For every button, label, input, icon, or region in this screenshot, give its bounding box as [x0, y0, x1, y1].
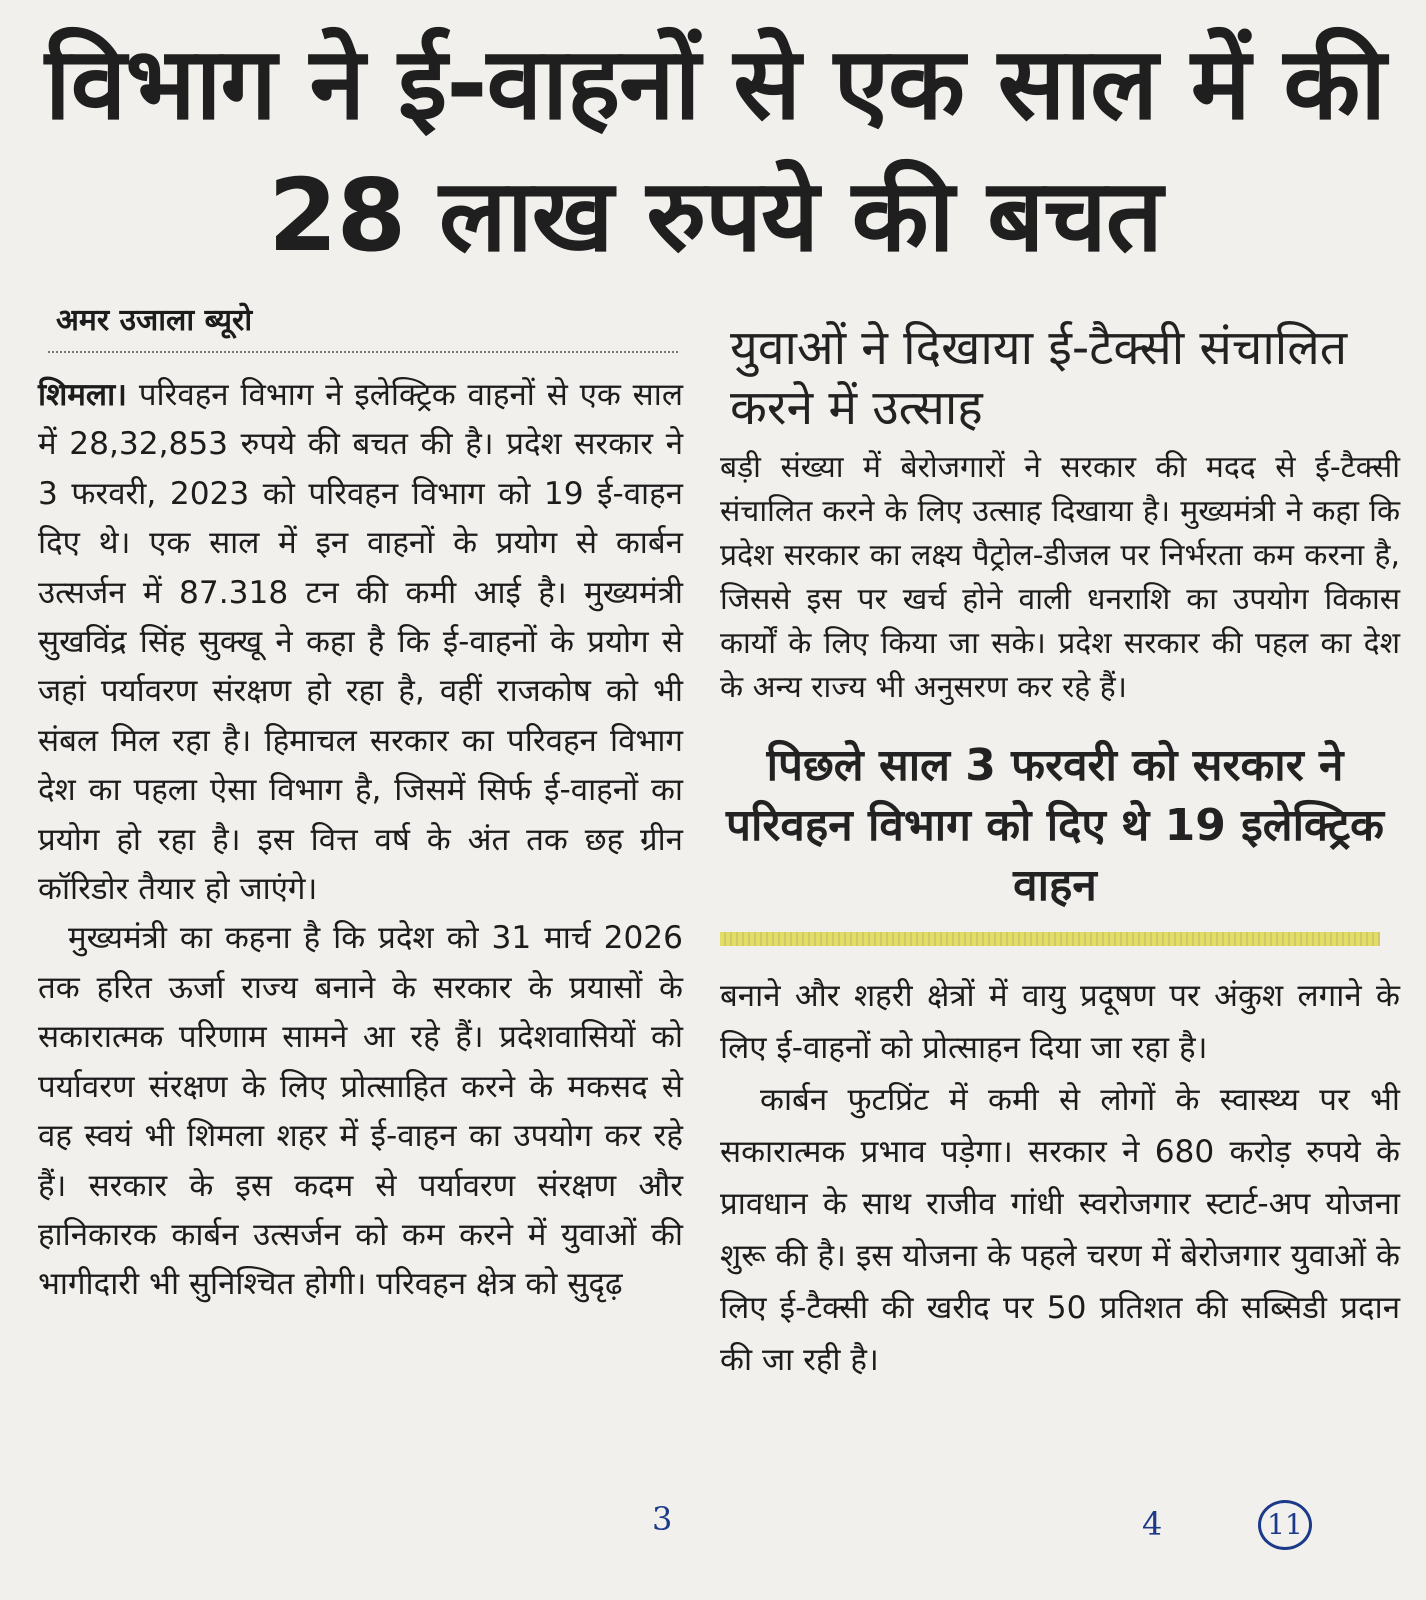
highlight-divider — [720, 932, 1380, 946]
dateline: शिमला। — [38, 377, 127, 413]
circled-page-number: 11 — [1258, 1500, 1312, 1550]
handwritten-mark-left: 3 — [652, 1500, 673, 1538]
left-paragraph-2: मुख्यमंत्री का कहना है कि प्रदेश को 31 मार्च 2026 तक हरित ऊर्जा राज्य बनाने के सरकार के प्रयासों के सकारात्मक परिणाम सामने आ रहे हैं। प्रदेशवासियों को पर्यावरण संरक्षण के लिए प्रोत्साहित करने के मकसद से वह स्वयं भी शिमला शहर में ई-वाहन का उपयोग कर रहे हैं। सरकार के इस कदम से पर्यावरण संरक्षण और हानिकारक कार्बन उत्सर्जन को कम करने में युवाओं की भागीदारी भी सुनिश्चित होगी। परिवहन क्षेत्र को सुदृढ़ — [38, 920, 683, 1303]
byline-divider — [48, 351, 678, 353]
headline: विभाग ने ई-वाहनों से एक साल में की 28 लाख रुपये की बचत — [44, 25, 1386, 274]
left-column — [38, 298, 683, 1310]
right-paragraph-1: बनाने और शहरी क्षेत्रों में वायु प्रदूषण पर अंकुश लगाने के लिए ई-वाहनों को प्रोत्साहन दिया जा रहा है। — [720, 978, 1400, 1066]
byline: अमर उजाला ब्यूरो — [56, 303, 253, 338]
subhead-paragraph: बड़ी संख्या में बेरोजगारों ने सरकार की मदद से ई-टैक्सी संचालित करने के लिए उत्साह दिखाया है। मुख्यमंत्री ने कहा कि प्रदेश सरकार का लक्ष्य पैट्रोल-डीजल पर निर्भरता कम करना है, जिससे इस पर खर्च होने वाली धनराशि का उपयोग विकास कार्यों के लिए किया जा सके। प्रदेश सरकार की पहल का देश के अन्य राज्य भी अनुसरण कर रहे हैं। — [720, 450, 1400, 705]
subheadline: युवाओं ने दिखाया ई-टैक्सी संचालित करने में उत्साह — [730, 320, 1348, 436]
left-paragraph-1-text: परिवहन विभाग ने इलेक्ट्रिक वाहनों से एक साल में 28,32,853 रुपये की बचत की है। प्रदेश सरकार ने 3 फरवरी, 2023 को परिवहन विभाग को 19 ई-वाहन दिए थे। एक साल में इन वाहनों के प्रयोग से कार्बन उत्सर्जन में 87.318 टन की कमी आई है। मुख्यमंत्री सुखविंद्र सिंह सुक्खू ने कहा है कि ई-वाहनों के प्रयोग से जहां पर्यावरण संरक्षण हो रहा है, वहीं राजकोष को भी संबल मिल रहा है। हिमाचल सरकार का परिवहन विभाग देश का पहला ऐसा विभाग है, जिसमें सिर्फ ई-वाहनों का प्रयोग हो रहा है। इस वित्त वर्ष के अंत तक छह ग्रीन कॉरिडोर तैयार हो जाएंगे। — [38, 377, 683, 908]
pull-quote: पिछले साल 3 फरवरी को सरकार ने परिवहन विभाग को दिए थे 19 इलेक्ट्रिक वाहन — [726, 740, 1384, 911]
right-paragraph-2: कार्बन फुटप्रिंट में कमी से लोगों के स्वास्थ्य पर भी सकारात्मक प्रभाव पड़ेगा। सरकार ने 680 करोड़ रुपये के प्रावधान के साथ राजीव गांधी स्वरोजगार स्टार्ट-अप योजना शुरू की है। इस योजना के पहले चरण में बेरोजगार युवाओं के लिए ई-टैक्सी की खरीद पर 50 प्रतिशत की सब्सिडी प्रदान की जा रही है। — [720, 1082, 1400, 1378]
handwritten-mark-right: 4 — [1142, 1505, 1163, 1543]
left-paragraph-1 — [38, 371, 683, 914]
right-column — [720, 318, 1400, 1386]
